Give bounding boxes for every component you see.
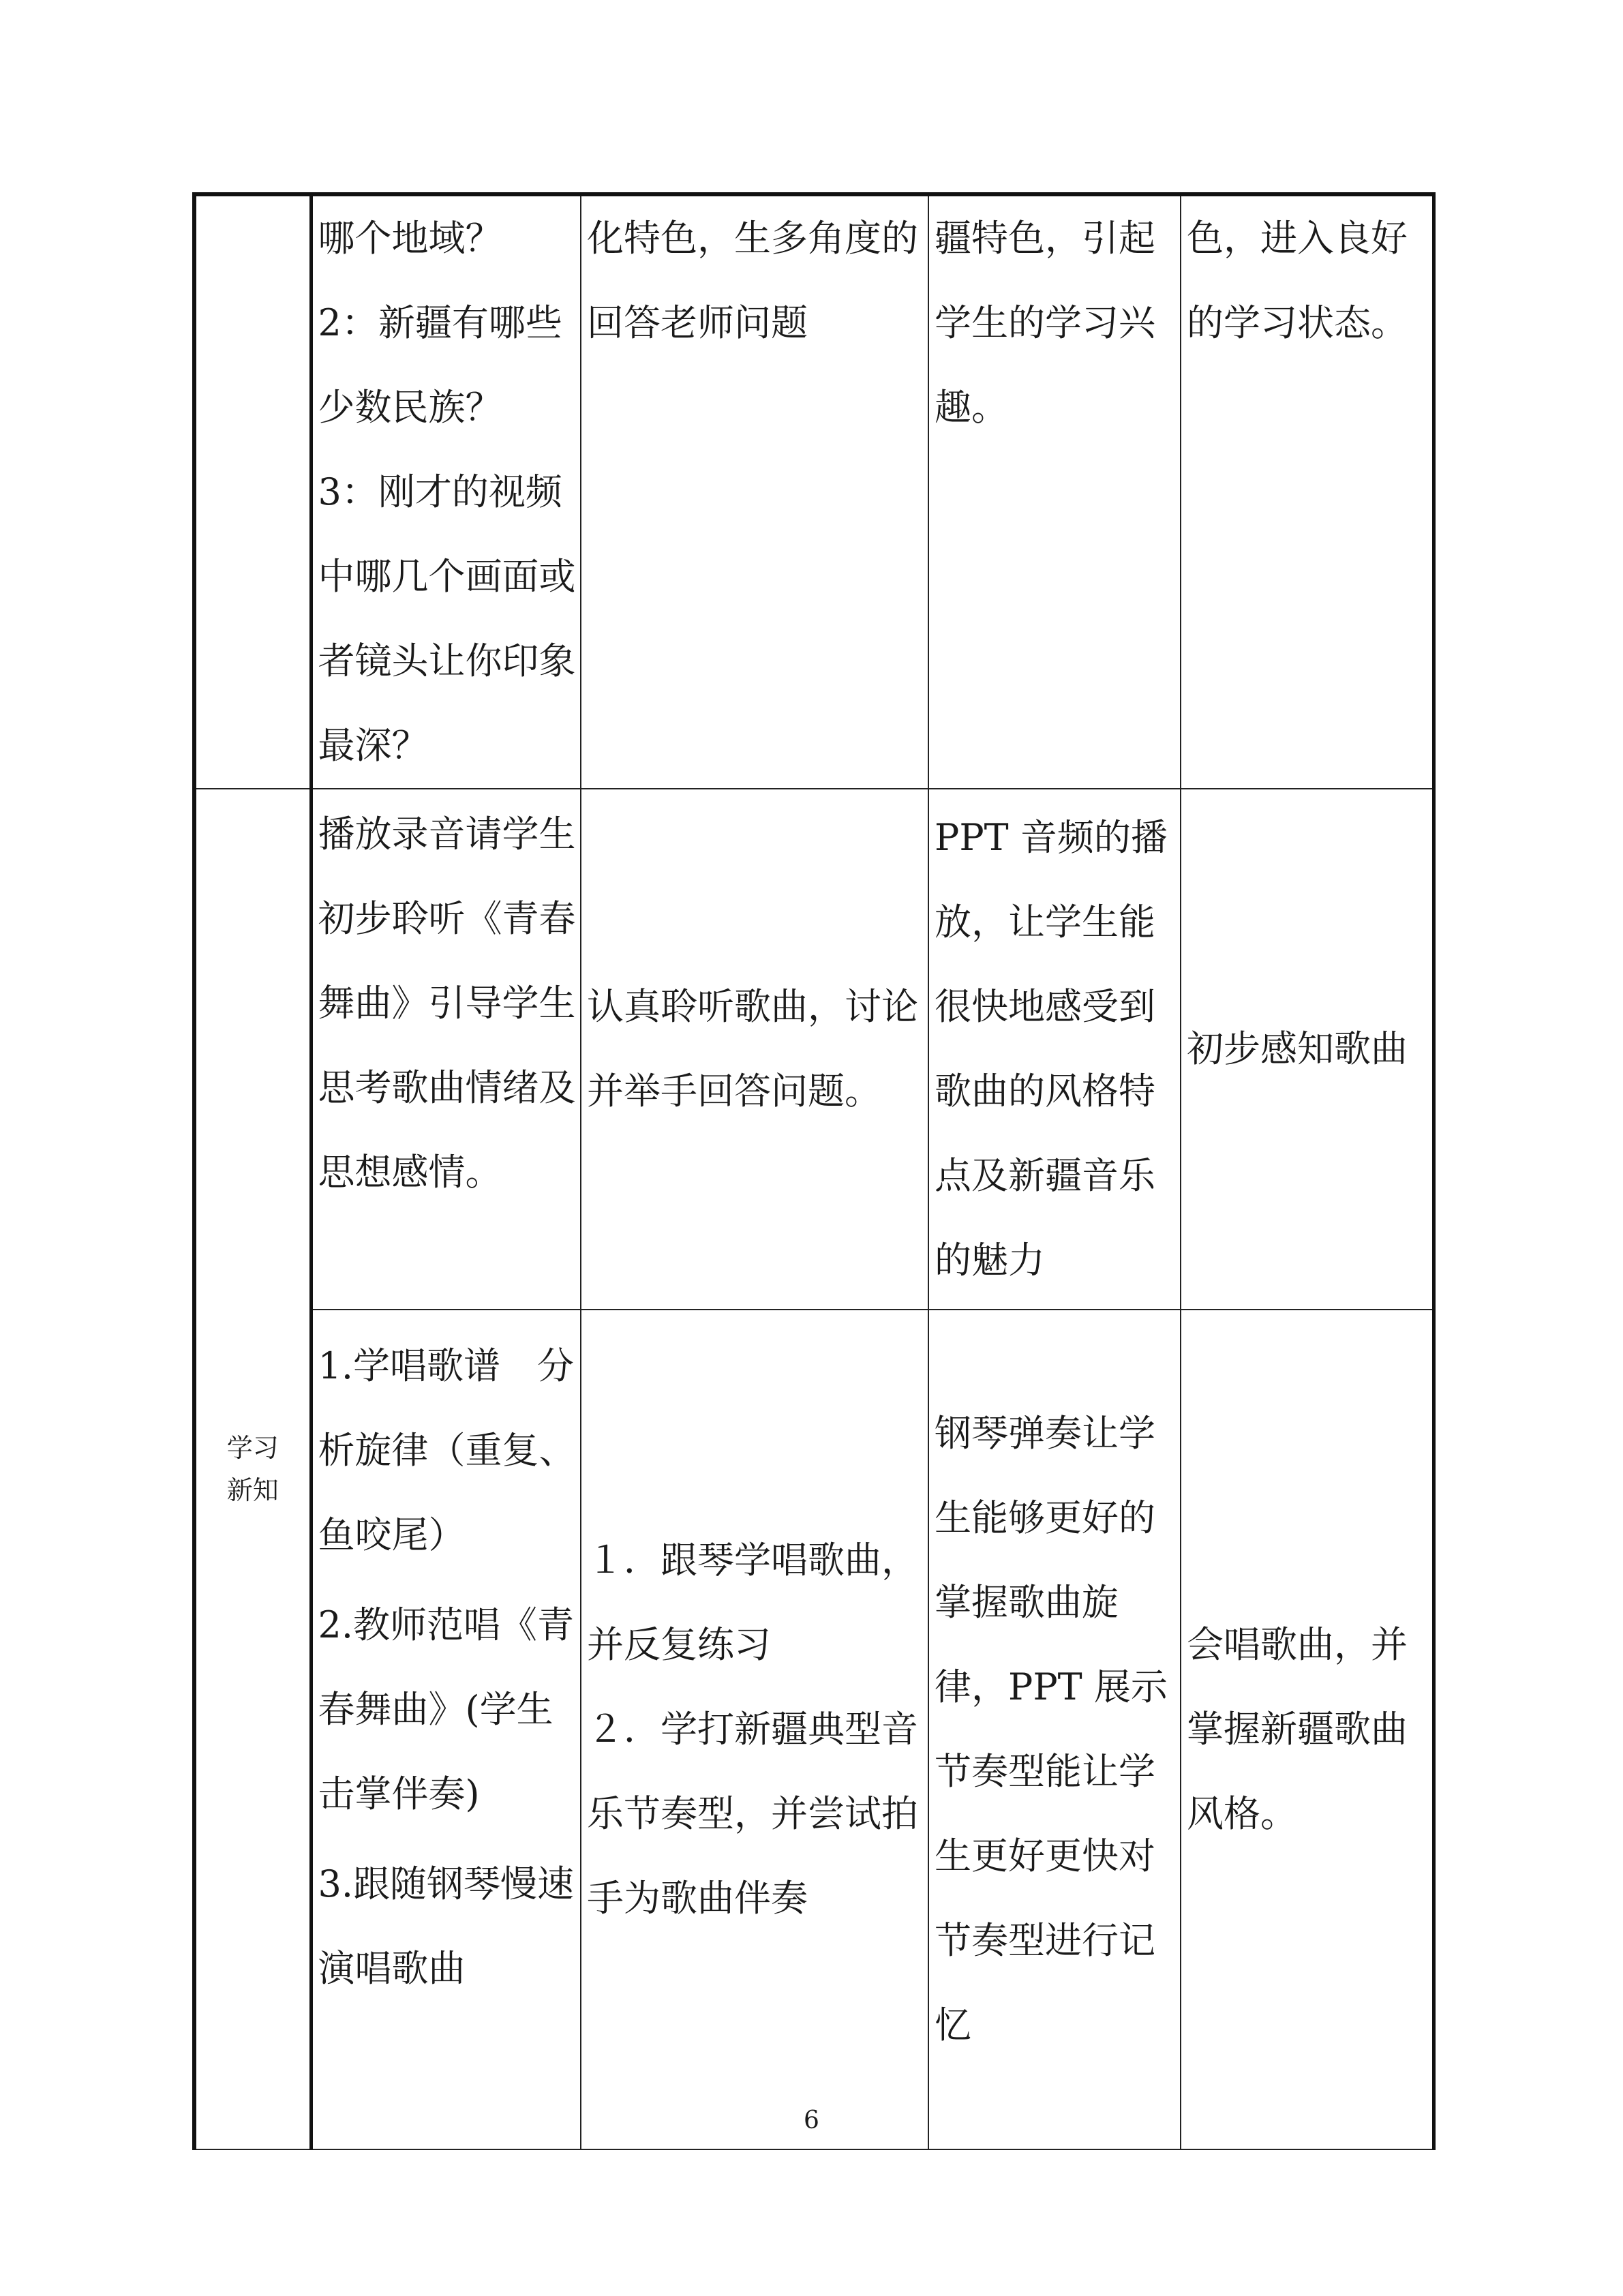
teacher-activity-cell: 播放录音请学生初步聆听《青春舞曲》引导学生思考歌曲情绪及思想感情。 (311, 789, 581, 1310)
question-2: 2：新疆有哪些少数民族？ (318, 301, 562, 429)
step-1: 1.学唱歌谱 分析旋律（重复、鱼咬尾） (318, 1344, 576, 1556)
step-2: 2.教师范唱《青春舞曲》(学生击掌伴奏) (318, 1603, 575, 1815)
table-row (194, 1310, 1434, 2149)
teacher-activity-cell (311, 1310, 581, 2149)
media-cell: 疆特色，引起学生的学习兴趣。 (928, 194, 1181, 789)
stage-label-line2: 新知 (226, 1475, 279, 1505)
student-step-1: １．跟琴学唱歌曲，并反复练习 (587, 1539, 918, 1666)
media-cell: 钢琴弹奏让学生能够更好的掌握歌曲旋律，PPT 展示节奏型能让学生更好更快对节奏型进行记忆 (928, 1310, 1181, 2149)
student-activity-cell: 化特色，生多角度的回答老师问题 (581, 194, 928, 789)
media-cell: PPT 音频的播放，让学生能很快地感受到歌曲的风格特点及新疆音乐的魅力 (928, 789, 1181, 1310)
teacher-activity-cell (311, 194, 581, 789)
step-3: 3.跟随钢琴慢速演唱歌曲 (318, 1862, 575, 1990)
table-row (194, 194, 1434, 789)
question-3: 3：刚才的视频中哪几个画面或者镜头让你印象最深？ (318, 470, 576, 767)
page-number: 6 (804, 2106, 819, 2134)
design-intent-cell: 初步感知歌曲 (1181, 789, 1434, 1310)
lesson-plan-table (192, 192, 1436, 2150)
question-1-tail: 哪个地域？ (318, 217, 502, 260)
stage-label-line1: 学习 (226, 1433, 279, 1463)
student-activity-cell: 认真聆听歌曲，讨论并举手回答问题。 (581, 789, 928, 1310)
table-row (194, 789, 1434, 1310)
design-intent-cell: 色，进入良好的学习状态。 (1181, 194, 1434, 789)
student-step-2: ２．学打新疆典型音乐节奏型，并尝试拍手为歌曲伴奏 (587, 1708, 918, 1920)
stage-cell-top (194, 194, 311, 789)
stage-cell (194, 789, 311, 2149)
student-activity-cell (581, 1310, 928, 2149)
design-intent-cell: 会唱歌曲，并掌握新疆歌曲风格。 (1181, 1310, 1434, 2149)
